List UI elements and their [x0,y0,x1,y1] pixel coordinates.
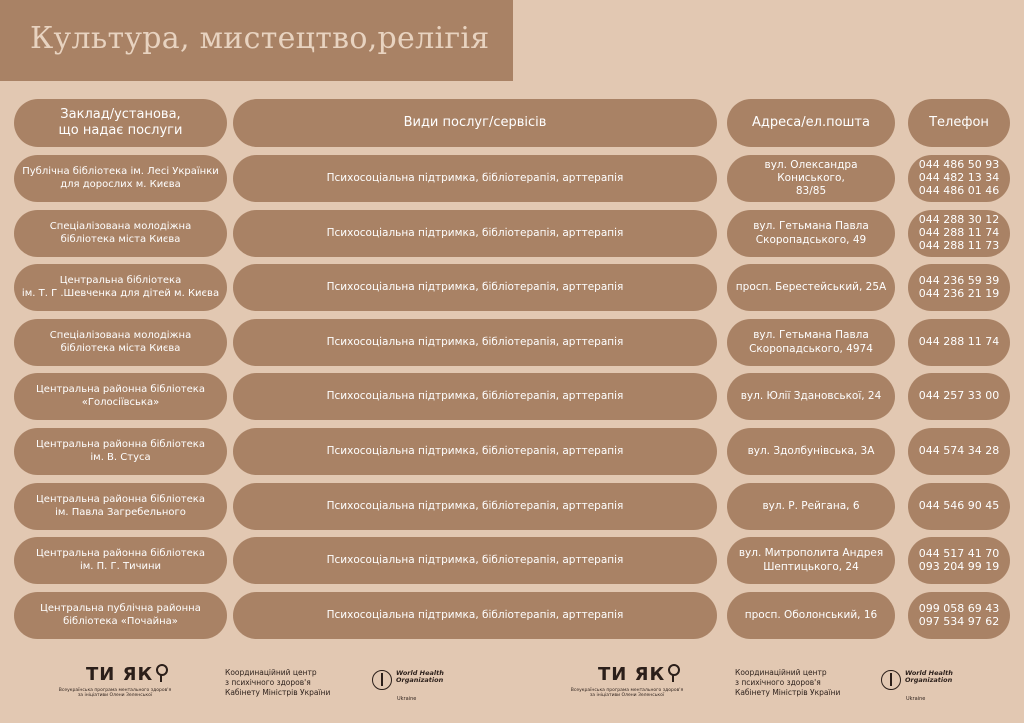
table-row [0,483,1024,530]
header-address: Адреса/ел.пошта [727,99,895,147]
cell-services: Психосоціальна підтримка, бібліотерапія, арттерапія [233,428,717,475]
cell-phone: 044 236 59 39 044 236 21 19 [908,264,1010,311]
who-emblem-icon [881,670,901,690]
cell-address: вул. Митрополита Андрея Шептицького, 24 [727,537,895,584]
table-row [0,155,1024,202]
logo-mark-icon [155,664,167,682]
who-country: Ukraine [906,696,926,702]
ti-yak-logo: ТИ ЯК [86,664,167,685]
who-emblem-icon [372,670,392,690]
cell-phone: 099 058 69 43 097 534 97 62 [908,592,1010,639]
cell-phone: 044 517 41 70 093 204 99 19 [908,537,1010,584]
cell-phone: 044 574 34 28 [908,428,1010,475]
cell-institution: Центральна бібліотека ім. Т. Г .Шевченка для дітей м. Києва [14,264,227,311]
table-row [0,537,1024,584]
cell-services: Психосоціальна підтримка, бібліотерапія, арттерапія [233,537,717,584]
cell-address: просп. Берестейський, 25А [727,264,895,311]
page-title: Культура, мистецтво,релігія [30,21,490,56]
logo-mark-icon [667,664,679,682]
cell-institution: Спеціалізована молодіжна бібліотека міста Києва [14,210,227,257]
cell-phone: 044 486 50 93 044 482 13 34 044 486 01 46 [908,155,1010,202]
cell-services: Психосоціальна підтримка, бібліотерапія, арттерапія [233,155,717,202]
cell-address: вул. Гетьмана Павла Скоропадського, 4974 [727,319,895,366]
cell-address: вул. Юлії Здановської, 24 [727,373,895,420]
cell-services: Психосоціальна підтримка, бібліотерапія, арттерапія [233,264,717,311]
cell-services: Психосоціальна підтримка, бібліотерапія, арттерапія [233,483,717,530]
coordination-center-text: Координаційний центр з психічного здоров'я Кабінету Міністрів України [735,668,841,698]
title-banner [0,0,513,81]
header-phone: Телефон [908,99,1010,147]
cell-institution: Центральна публічна районна бібліотека «Почайна» [14,592,227,639]
cell-address: вул. Гетьмана Павла Скоропадського, 49 [727,210,895,257]
who-name: World Health Organization [396,669,444,685]
logo-subtitle: Всеукраїнська програма ментального здоров'я за ініціативи Олени Зеленської [58,688,172,699]
cell-institution: Центральна районна бібліотека «Голосіївська» [14,373,227,420]
cell-institution: Публічна бібліотека ім. Лесі Українки для дорослих м. Києва [14,155,227,202]
table-row [0,592,1024,639]
logo-subtitle: Всеукраїнська програма ментального здоров'я за ініціативи Олени Зеленської [570,688,684,699]
cell-address: вул. Р. Рейгана, 6 [727,483,895,530]
cell-address: просп. Оболонський, 16 [727,592,895,639]
cell-institution: Центральна районна бібліотека ім. Павла Загребельного [14,483,227,530]
table-row [0,373,1024,420]
cell-phone: 044 288 30 12 044 288 11 74 044 288 11 73 [908,210,1010,257]
table-header [0,99,1024,147]
cell-phone: 044 257 33 00 [908,373,1010,420]
footer [0,662,1024,712]
cell-services: Психосоціальна підтримка, бібліотерапія, арттерапія [233,210,717,257]
cell-services: Психосоціальна підтримка, бібліотерапія, арттерапія [233,592,717,639]
header-institution: Заклад/установа, що надає послуги [14,99,227,147]
cell-phone: 044 288 11 74 [908,319,1010,366]
table-row [0,210,1024,257]
table-row [0,428,1024,475]
cell-phone: 044 546 90 45 [908,483,1010,530]
coordination-center-text: Координаційний центр з психічного здоров'я Кабінету Міністрів України [225,668,331,698]
cell-institution: Центральна районна бібліотека ім. П. Г. Тичини [14,537,227,584]
table-row [0,319,1024,366]
cell-institution: Центральна районна бібліотека ім. В. Стуса [14,428,227,475]
cell-address: вул. Олександра Кониського, 83/85 [727,155,895,202]
who-logo [372,670,444,690]
who-country: Ukraine [397,696,417,702]
cell-services: Психосоціальна підтримка, бібліотерапія, арттерапія [233,373,717,420]
who-name: World Health Organization [905,669,953,685]
who-logo [881,670,953,690]
cell-address: вул. Здолбунівська, 3А [727,428,895,475]
ti-yak-logo: ТИ ЯК [598,664,679,685]
table-row [0,264,1024,311]
cell-institution: Спеціалізована молодіжна бібліотека міста Києва [14,319,227,366]
cell-services: Психосоціальна підтримка, бібліотерапія, арттерапія [233,319,717,366]
header-services: Види послуг/сервісів [233,99,717,147]
